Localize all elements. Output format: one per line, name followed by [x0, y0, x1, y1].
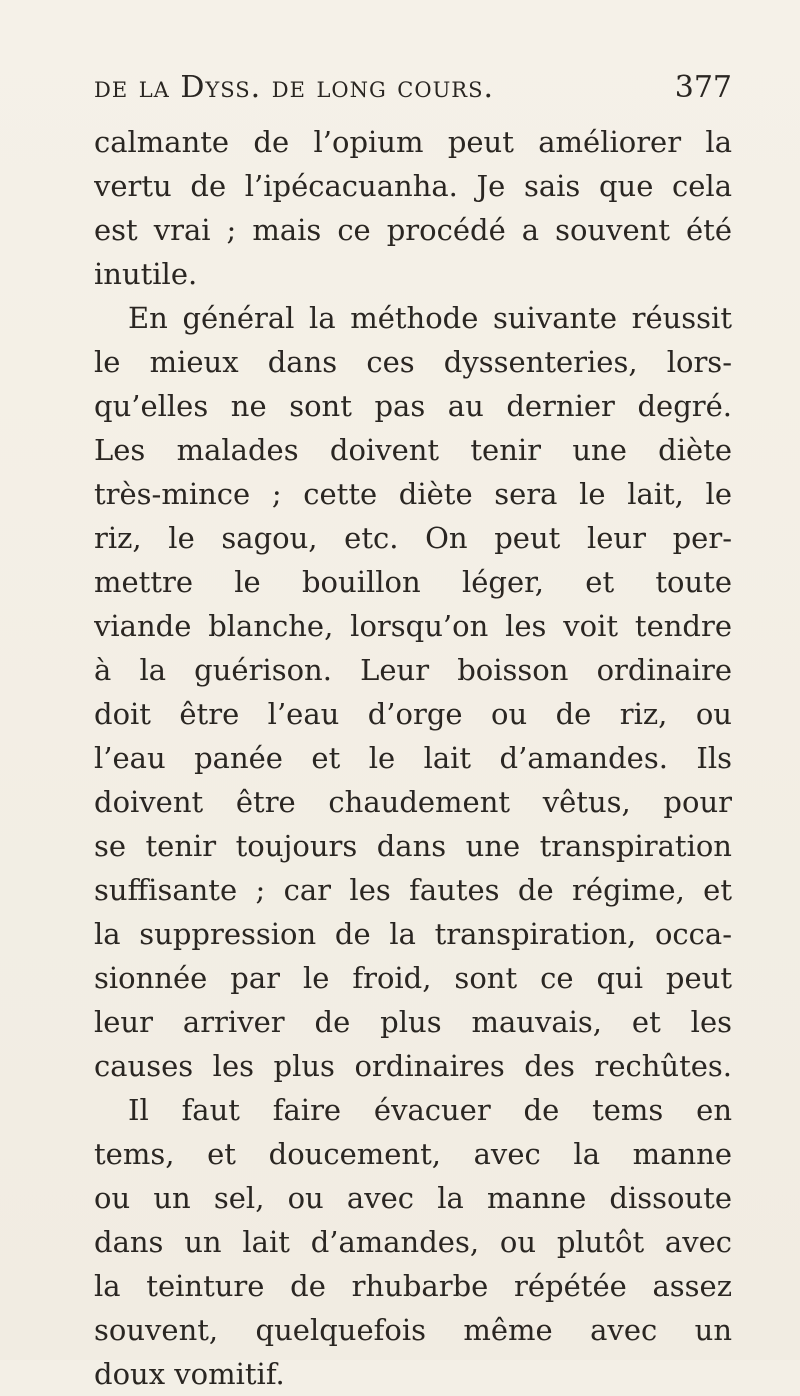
text-line: souvent, quelquefois même avec un	[94, 1313, 732, 1347]
text-line: doit être l’eau d’orge ou de riz, ou	[94, 697, 732, 731]
text-line: inutile.	[94, 257, 198, 291]
text-line: la suppression de la transpiration, occa-	[94, 917, 732, 951]
text-line: viande blanche, lorsqu’on les voit tendre	[94, 609, 732, 643]
running-title: de la Dyss. de long cours.	[94, 70, 495, 105]
page-number: 377	[674, 70, 732, 105]
text-line: très-mince ; cette diète sera le lait, le	[94, 477, 732, 511]
text-line: est vrai ; mais ce procédé a souvent été	[94, 213, 732, 247]
running-head	[94, 70, 732, 120]
text-line: ou un sel, ou avec la manne dissoute	[94, 1181, 732, 1215]
text-line: se tenir toujours dans une transpiration	[94, 829, 732, 863]
text-line: Les malades doivent tenir une diète	[94, 433, 732, 467]
text-line: tems, et doucement, avec la manne	[94, 1137, 732, 1171]
text-line: leur arriver de plus mauvais, et les	[94, 1005, 732, 1039]
text-line: doivent être chaudement vêtus, pour	[94, 785, 732, 819]
text-line: calmante de l’opium peut améliorer la	[94, 125, 732, 159]
text-line: En général la méthode suivante réussit	[128, 301, 732, 335]
text-block	[94, 70, 732, 1396]
text-line: l’eau panée et le lait d’amandes. Ils	[94, 741, 732, 775]
text-line: le mieux dans ces dyssenteries, lors-	[94, 345, 732, 379]
text-line: riz, le sagou, etc. On peut leur per-	[94, 521, 732, 555]
text-line: Il faut faire évacuer de tems en	[128, 1093, 732, 1127]
text-line: causes les plus ordinaires des rechûtes.	[94, 1049, 732, 1083]
text-line: qu’elles ne sont pas au dernier degré.	[94, 389, 732, 423]
text-line: mettre le bouillon léger, et toute	[94, 565, 732, 599]
text-line: à la guérison. Leur boisson ordinaire	[94, 653, 732, 687]
text-line: dans un lait d’amandes, ou plutôt avec	[94, 1225, 732, 1259]
text-line: la teinture de rhubarbe répétée assez	[94, 1269, 732, 1303]
text-line: vertu de l’ipécacuanha. Je sais que cela	[94, 169, 732, 203]
text-line: doux vomitif.	[94, 1357, 285, 1391]
text-line: suffisante ; car les fautes de régime, et	[94, 873, 732, 907]
text-line: sionnée par le froid, sont ce qui peut	[94, 961, 732, 995]
